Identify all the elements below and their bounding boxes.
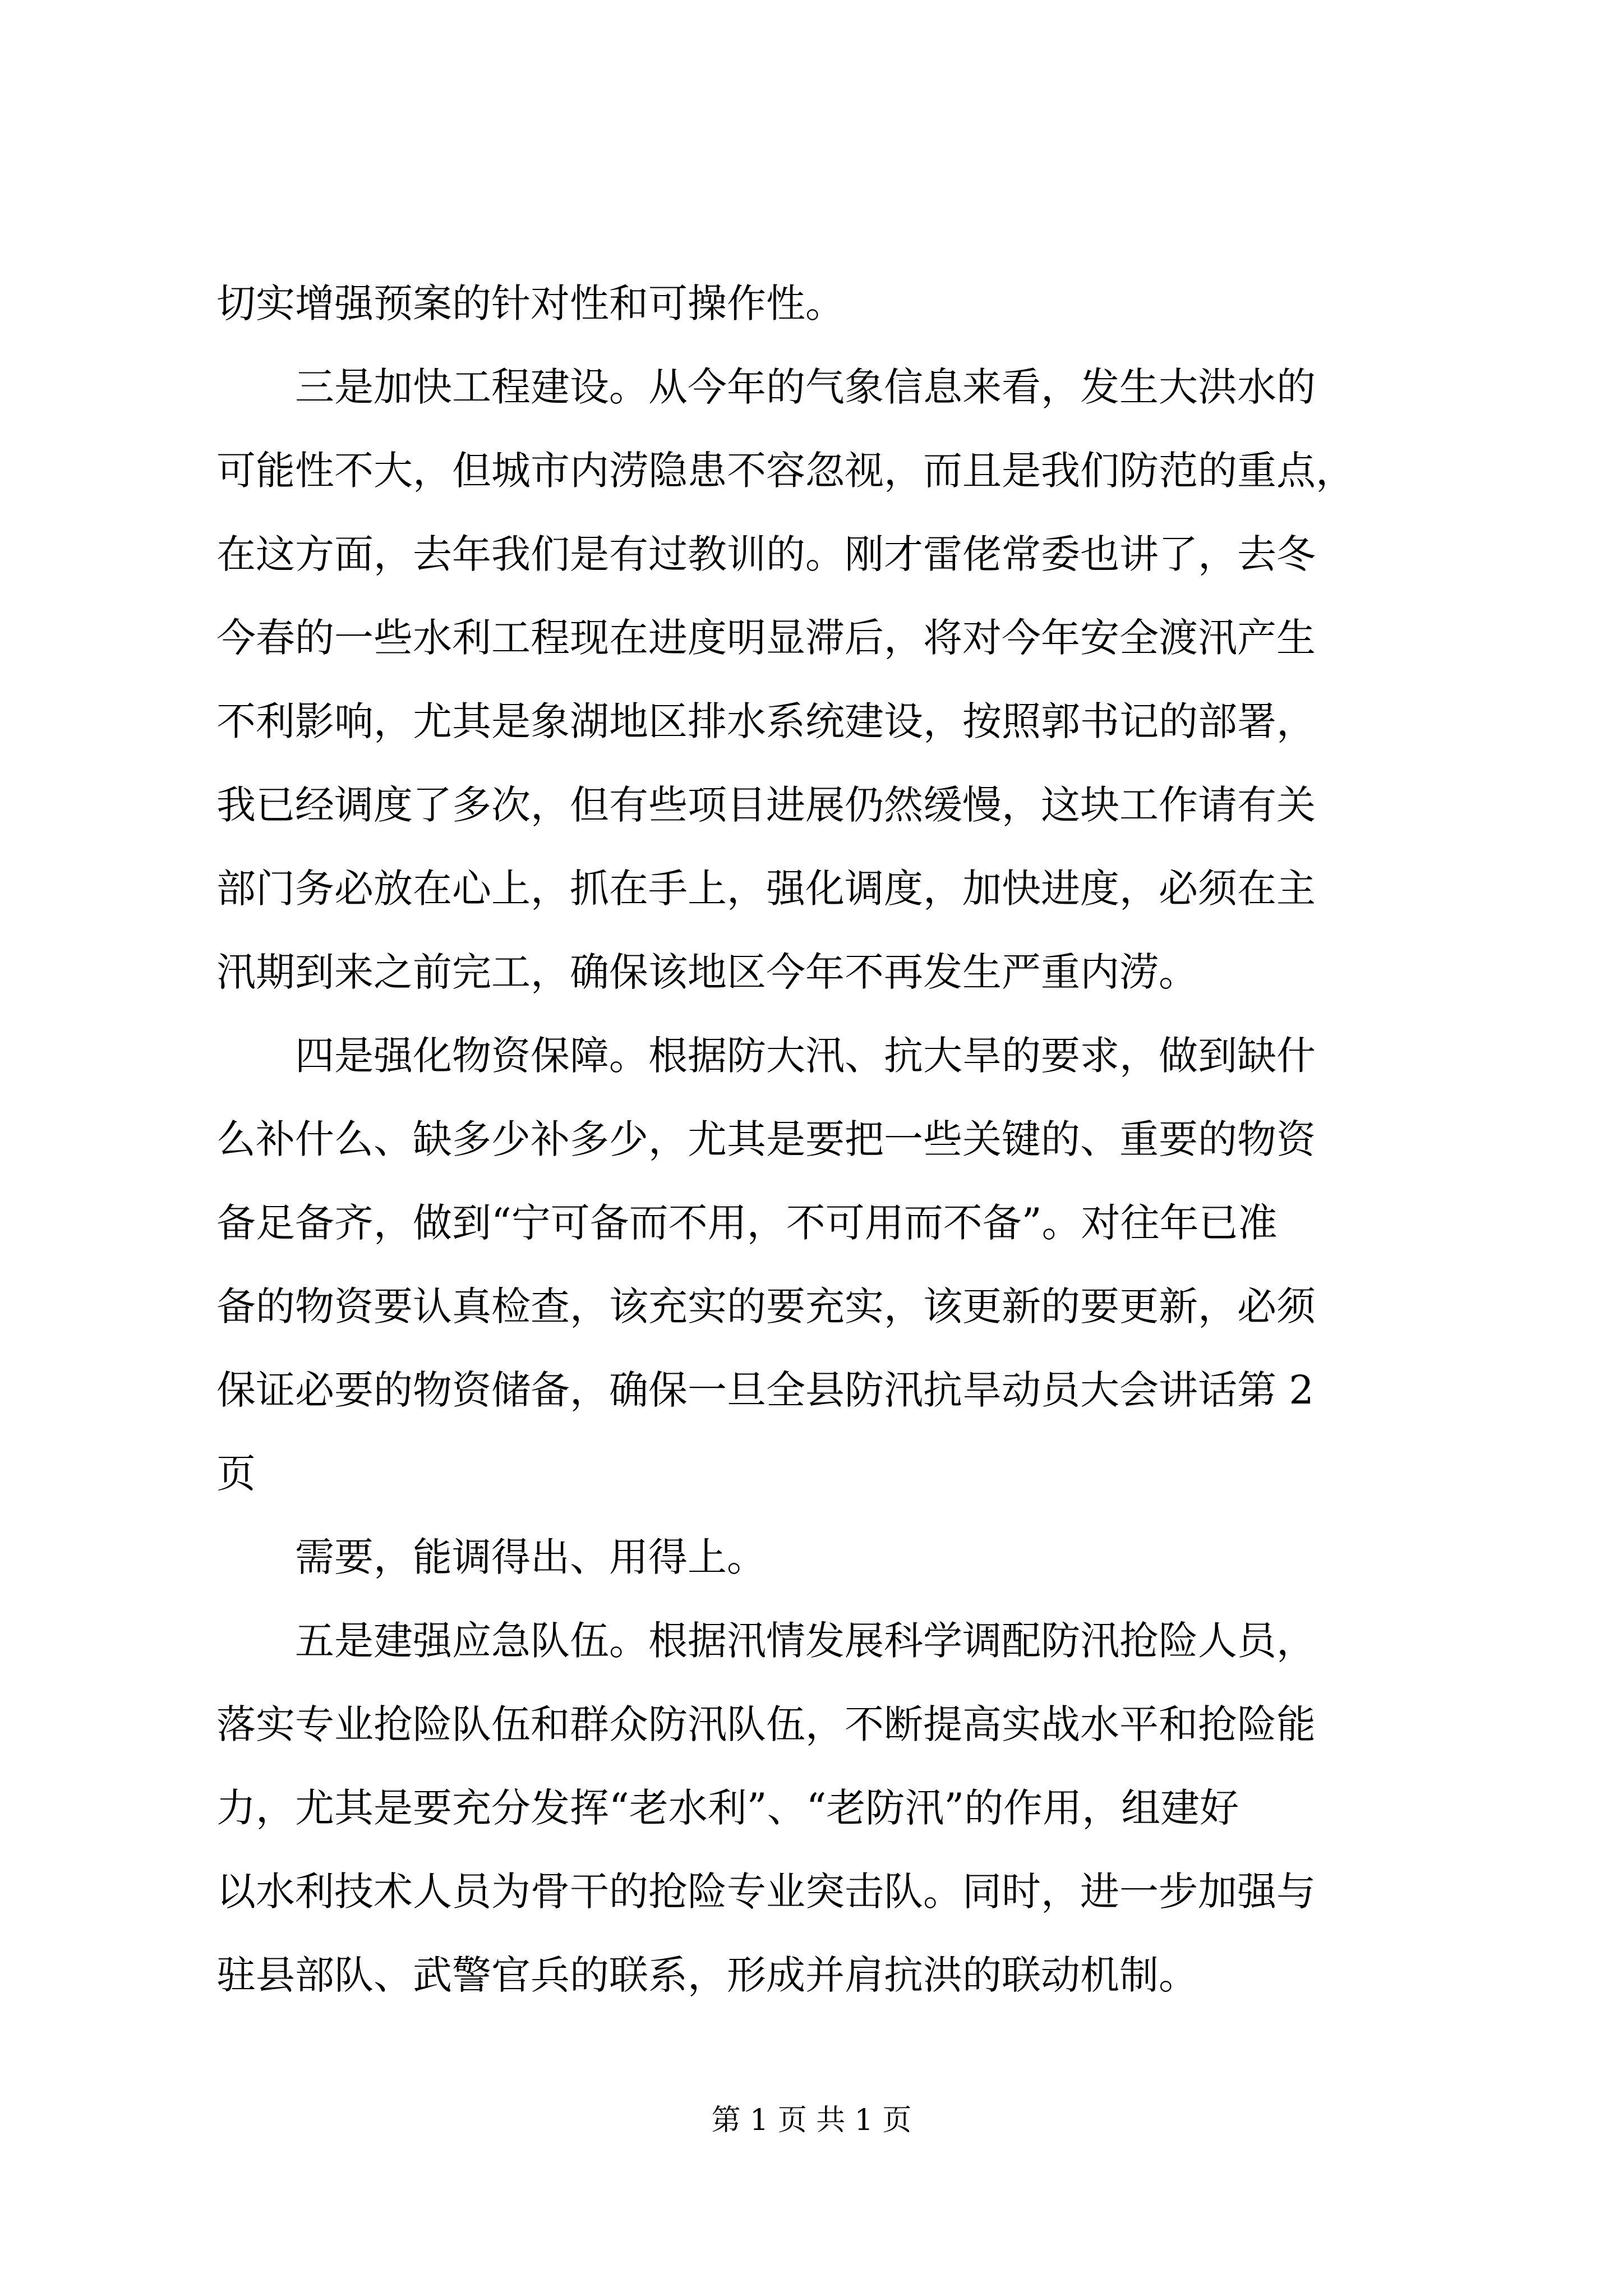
text-line: 力，尤其是要充分发挥“老水利”、“老防汛”的作用，组建好 bbox=[216, 1785, 1239, 1831]
text-line: 可能性不大，但城市内涝隐患不容忽视，而且是我们防范的重点， bbox=[216, 448, 1355, 494]
text-line: 四是强化物资保障。根据防大汛、抗大旱的要求，做到缺什 bbox=[216, 1033, 1316, 1079]
text-line: 今春的一些水利工程现在进度明显滞后，将对今年安全渡汛产生 bbox=[216, 615, 1316, 661]
text-line: 五是建强应急队伍。根据汛情发展科学调配防汛抢险人员， bbox=[216, 1618, 1316, 1664]
text-line: 部门务必放在心上，抓在手上，强化调度，加快进度，必须在主 bbox=[216, 866, 1316, 912]
text-line: 么补什么、缺多少补多少，尤其是要把一些关键的、重要的物资 bbox=[216, 1116, 1316, 1162]
text-line: 保证必要的物资储备，确保一旦全县防汛抗旱动员大会讲话第 2 bbox=[216, 1367, 1314, 1413]
text-line: 备足备齐，做到“宁可备而不用，不可用而不备”。对往年已准 bbox=[216, 1200, 1278, 1246]
text-line: 三是加快工程建设。从今年的气象信息来看，发生大洪水的 bbox=[216, 364, 1316, 410]
text-line: 以水利技术人员为骨干的抢险专业突击队。同时，进一步加强与 bbox=[216, 1869, 1316, 1915]
text-line: 需要，能调得出、用得上。 bbox=[216, 1534, 766, 1580]
body-text bbox=[216, 262, 1417, 2017]
text-line: 切实增强预案的针对性和可操作性。 bbox=[216, 280, 845, 326]
page-footer bbox=[0, 2098, 1623, 2143]
text-line: 我已经调度了多次，但有些项目进展仍然缓慢，这块工作请有关 bbox=[216, 782, 1316, 828]
text-line: 备的物资要认真检查，该充实的要充实，该更新的要更新，必须 bbox=[216, 1283, 1316, 1329]
text-line: 驻县部队、武警官兵的联系，形成并肩抗洪的联动机制。 bbox=[216, 1952, 1198, 1998]
text-line: 不利影响，尤其是象湖地区排水系统建设，按照郭书记的部署， bbox=[216, 698, 1316, 744]
text-line: 页 bbox=[216, 1451, 256, 1497]
page-number-label: 第 1 页 共 1 页 bbox=[711, 2104, 912, 2137]
text-line: 在这方面，去年我们是有过教训的。刚才雷佬常委也讲了，去冬 bbox=[216, 531, 1316, 577]
text-line: 落实专业抢险队伍和群众防汛队伍，不断提高实战水平和抢险能 bbox=[216, 1701, 1316, 1747]
text-line: 汛期到来之前完工，确保该地区今年不再发生严重内涝。 bbox=[216, 949, 1198, 995]
